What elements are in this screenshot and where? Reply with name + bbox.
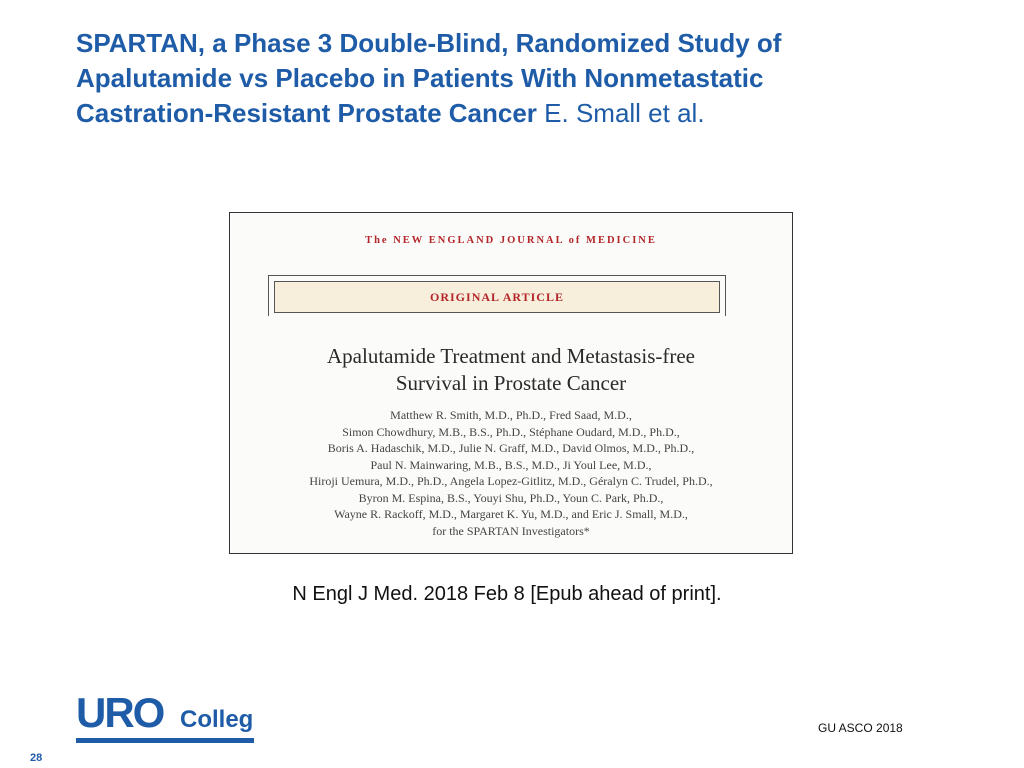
- logo-uro-text: URO: [76, 689, 164, 736]
- footer-conference: GU ASCO 2018: [818, 721, 903, 735]
- author-line: Byron M. Espina, B.S., Youyi Shu, Ph.D., Youn C. Park, Ph.D.,: [358, 490, 664, 505]
- logo-underline: [76, 738, 254, 743]
- uro-college-logo: [76, 690, 258, 746]
- author-line: for the SPARTAN Investigators*: [432, 523, 590, 538]
- article-title: [230, 343, 792, 397]
- slide-title-line: SPARTAN, a Phase 3 Double-Blind, Randomized Study of: [76, 28, 782, 58]
- article-authors: [230, 407, 792, 539]
- article-type-banner: [274, 281, 720, 313]
- slide-title: [76, 26, 976, 131]
- article-title-line: Apalutamide Treatment and Metastasis-free: [327, 344, 695, 368]
- slide-title-text: Castration-Resistant Prostate Cancer: [76, 98, 537, 128]
- article-title-line: Survival in Prostate Cancer: [395, 371, 627, 395]
- author-line: Hiroji Uemura, M.D., Ph.D., Angela Lopez-Gitlitz, M.D., Géralyn C. Trudel, Ph.D.,: [309, 474, 713, 488]
- slide-title-line: Apalutamide vs Placebo in Patients With Nonmetastatic: [76, 63, 764, 93]
- author-line: Paul N. Mainwaring, M.B., B.S., M.D., Ji Youl Lee, M.D.,: [370, 457, 652, 472]
- author-line: Matthew R. Smith, M.D., Ph.D., Fred Saad, M.D.,: [390, 408, 632, 422]
- author-line: Simon Chowdhury, M.B., B.S., Ph.D., Stéphane Oudard, M.D., Ph.D.,: [342, 424, 680, 439]
- page-number: 28: [30, 752, 43, 764]
- author-line: Wayne R. Rackoff, M.D., Margaret K. Yu, M.D., and Eric J. Small, M.D.,: [334, 507, 688, 521]
- article-type-label: ORIGINAL ARTICLE: [430, 290, 564, 304]
- slide-title-author: E. Small et al.: [544, 98, 705, 128]
- journal-name: The NEW ENGLAND JOURNAL of MEDICINE: [365, 235, 657, 246]
- journal-citation: N Engl J Med. 2018 Feb 8 [Epub ahead of print].: [292, 583, 722, 605]
- author-line: Boris A. Hadaschik, M.D., Julie N. Graff, M.D., David Olmos, M.D., Ph.D.,: [327, 441, 695, 455]
- article-screenshot: [229, 212, 793, 554]
- logo-colleg-text: Colleg: [180, 706, 254, 733]
- slide-title-line-last: [76, 96, 976, 131]
